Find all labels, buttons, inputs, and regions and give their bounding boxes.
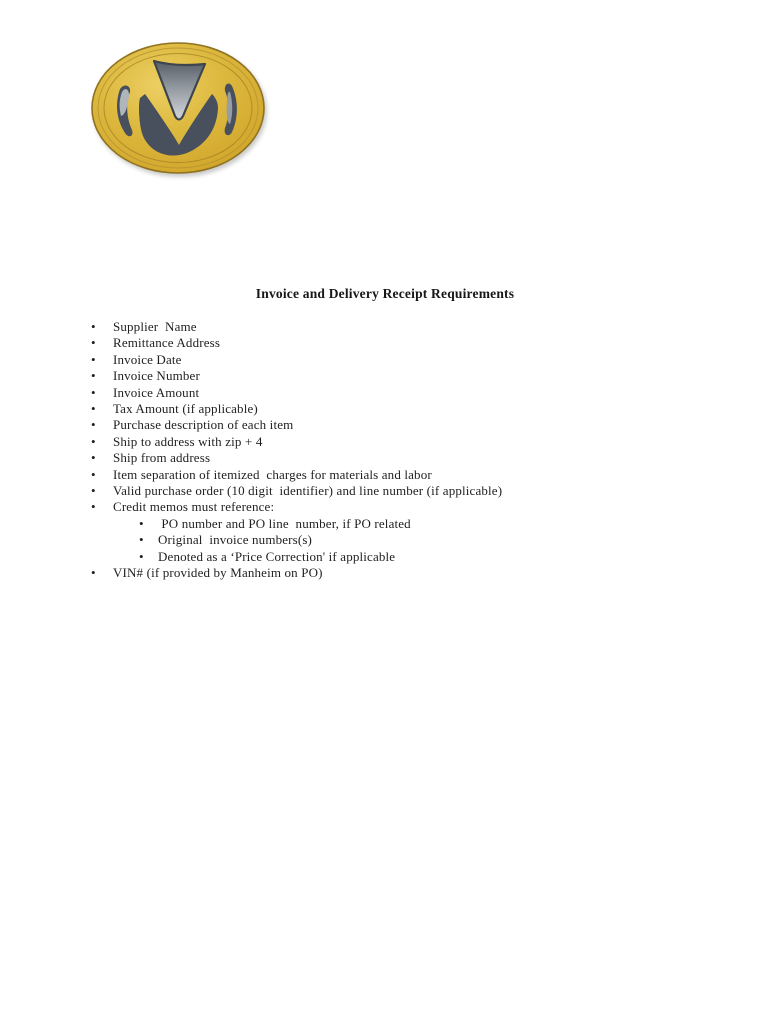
list-item — [0, 516, 770, 532]
bullet-icon: • — [91, 499, 96, 515]
item-text: Ship to address with zip + 4 — [113, 433, 263, 449]
bullet-icon: • — [91, 319, 96, 334]
list-item — [0, 483, 770, 499]
bullet-icon: • — [139, 548, 144, 564]
bullet-icon: • — [91, 450, 96, 466]
requirements-list — [0, 319, 770, 582]
bullet-icon: • — [91, 384, 96, 400]
list-item — [0, 532, 770, 548]
list-item — [0, 450, 770, 466]
item-text: Tax Amount (if applicable) — [113, 401, 258, 417]
bullet-icon: • — [91, 466, 96, 482]
item-text: Credit memos must reference: — [113, 499, 275, 515]
item-text: Invoice Number — [113, 368, 200, 384]
document-title: Invoice and Delivery Receipt Requirements — [255, 286, 515, 301]
bullet-icon: • — [91, 401, 96, 417]
list-item — [0, 565, 770, 581]
list-item — [0, 385, 770, 401]
list-item — [0, 434, 770, 450]
bullet-icon: • — [91, 433, 96, 449]
item-text: Valid purchase order (10 digit identifier) and line number (if applicable) — [113, 483, 503, 499]
list-item — [0, 368, 770, 384]
bullet-icon: • — [91, 351, 96, 367]
bullet-icon: • — [139, 515, 144, 531]
item-text: VIN# (if provided by Manheim on PO) — [113, 565, 323, 581]
item-text: Purchase description of each item — [113, 417, 294, 433]
item-text: Original invoice numbers(s) — [158, 532, 313, 548]
list-item — [0, 499, 770, 515]
bullet-icon: • — [91, 335, 96, 351]
item-text: Ship from address — [113, 450, 211, 466]
bullet-icon: • — [91, 417, 96, 433]
list-item — [0, 417, 770, 433]
item-text: Invoice Date — [113, 351, 182, 367]
list-item — [0, 319, 770, 335]
bullet-icon: • — [139, 532, 144, 548]
item-text: Denoted as a ‘Price Correction' if applicable — [158, 548, 396, 564]
manheim-logo — [88, 36, 268, 176]
list-item — [0, 335, 770, 351]
list-item — [0, 467, 770, 483]
item-text: PO number and PO line number, if PO related — [158, 515, 411, 531]
bullet-icon: • — [91, 483, 96, 499]
list-item — [0, 401, 770, 417]
list-item — [0, 549, 770, 565]
manheim-m-icon — [88, 36, 268, 176]
list-item — [0, 352, 770, 368]
bullet-icon: • — [91, 565, 96, 581]
item-text: Supplier Name — [113, 319, 197, 334]
item-text: Item separation of itemized charges for materials and labor — [113, 466, 432, 482]
item-text: Remittance Address — [113, 335, 221, 351]
item-text: Invoice Amount — [113, 384, 200, 400]
bullet-icon: • — [91, 368, 96, 384]
